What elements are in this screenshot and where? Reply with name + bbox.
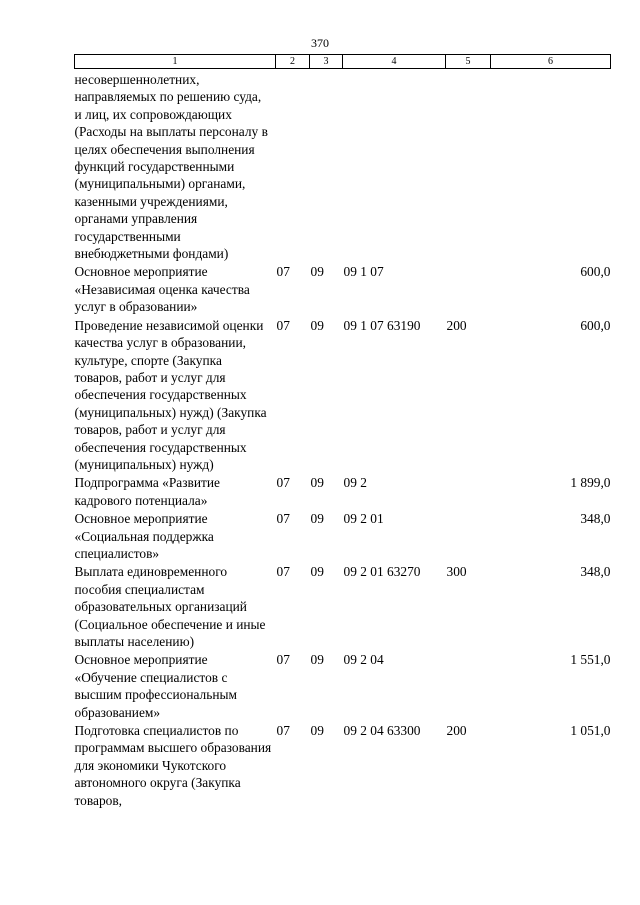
row-subsection: 09 bbox=[310, 652, 324, 668]
row-amount: 1 899,0 bbox=[570, 475, 611, 491]
header-row bbox=[75, 55, 611, 69]
row-amount bbox=[491, 69, 611, 263]
row-target-article: 09 1 07 bbox=[343, 264, 384, 280]
row-section bbox=[276, 69, 310, 263]
row-section: 07 bbox=[276, 317, 290, 333]
header-col-5: 5 bbox=[446, 55, 491, 69]
row-subsection: 09 bbox=[310, 475, 324, 491]
table-row bbox=[75, 650, 611, 721]
header-col-3: 3 bbox=[310, 55, 343, 69]
row-amount: 348,0 bbox=[580, 511, 611, 527]
row-section: 07 bbox=[276, 723, 290, 739]
row-amount: 600,0 bbox=[580, 317, 611, 333]
row-expense-type bbox=[446, 69, 491, 263]
table-row bbox=[75, 562, 611, 650]
table-row bbox=[75, 262, 611, 315]
row-name: Основное мероприятие «Независимая оценка качества услуг в образовании» bbox=[74, 264, 250, 315]
row-subsection bbox=[310, 69, 343, 263]
row-expense-type bbox=[446, 650, 491, 721]
row-subsection: 09 bbox=[310, 564, 324, 580]
row-name: Выплата единовременного пособия специалистам образовательных организаций (Социальное обеспечение и иные выплаты населению) bbox=[74, 564, 266, 649]
row-target-article: 09 2 bbox=[343, 475, 367, 491]
table-row bbox=[75, 509, 611, 562]
table-body bbox=[75, 69, 611, 810]
header-col-2: 2 bbox=[276, 55, 310, 69]
table-header bbox=[75, 55, 611, 69]
row-target-article: 09 2 04 bbox=[343, 652, 384, 668]
row-amount: 1 551,0 bbox=[570, 652, 611, 668]
row-name: Основное мероприятие «Социальная поддержка специалистов» bbox=[74, 511, 214, 561]
row-target-article: 09 2 04 63300 bbox=[343, 723, 421, 739]
row-amount: 600,0 bbox=[580, 264, 611, 280]
row-target-article: 09 2 01 bbox=[343, 511, 384, 527]
row-expense-type: 200 bbox=[446, 317, 467, 333]
header-col-1: 1 bbox=[75, 55, 276, 69]
row-expense-type: 300 bbox=[446, 564, 467, 580]
row-amount: 1 051,0 bbox=[570, 723, 611, 739]
budget-table bbox=[74, 54, 611, 809]
row-target-article bbox=[343, 69, 446, 263]
row-subsection: 09 bbox=[310, 511, 324, 527]
row-name: Подпрограмма «Развитие кадрового потенциала» bbox=[74, 475, 220, 508]
row-expense-type bbox=[446, 509, 491, 562]
table-row bbox=[75, 473, 611, 509]
row-name: Основное мероприятие «Обучение специалистов с высшим профессиональным образованием» bbox=[74, 652, 237, 720]
row-section: 07 bbox=[276, 652, 290, 668]
row-name: Подготовка специалистов по программам высшего образования для экономики Чукотского автономного округа (Закупка товаров, bbox=[74, 723, 272, 808]
row-expense-type bbox=[446, 473, 491, 509]
header-col-4: 4 bbox=[343, 55, 446, 69]
row-subsection: 09 bbox=[310, 723, 324, 739]
row-subsection: 09 bbox=[310, 317, 324, 333]
table-row bbox=[75, 69, 611, 263]
row-section: 07 bbox=[276, 564, 290, 580]
row-target-article: 09 2 01 63270 bbox=[343, 564, 421, 580]
row-subsection: 09 bbox=[310, 264, 324, 280]
row-expense-type: 200 bbox=[446, 723, 467, 739]
row-expense-type bbox=[446, 262, 491, 315]
row-name: несовершеннолетних, направляемых по решению суда, и лиц, их сопровождающих (Расходы на выплаты персоналу в целях обеспечения выполнения функций государственными (муниципальными) органами, казенными учреждениями, органами управления государственными внебюджетными фондами) bbox=[74, 72, 268, 262]
row-section: 07 bbox=[276, 264, 290, 280]
row-amount: 348,0 bbox=[580, 564, 611, 580]
row-section: 07 bbox=[276, 475, 290, 491]
row-name: Проведение независимой оценки качества услуг в образовании, культуре, спорте (Закупка товаров, работ и услуг для обеспечения государственных (муниципальных) нужд) (Закупка товаров, работ и услуг для обеспечения государственных (муниципальных) нужд) bbox=[74, 317, 267, 472]
header-col-6: 6 bbox=[491, 55, 611, 69]
table-row bbox=[75, 316, 611, 474]
row-target-article: 09 1 07 63190 bbox=[343, 317, 421, 333]
table-row bbox=[75, 721, 611, 809]
row-section: 07 bbox=[276, 511, 290, 527]
page-number: 370 bbox=[311, 36, 329, 50]
